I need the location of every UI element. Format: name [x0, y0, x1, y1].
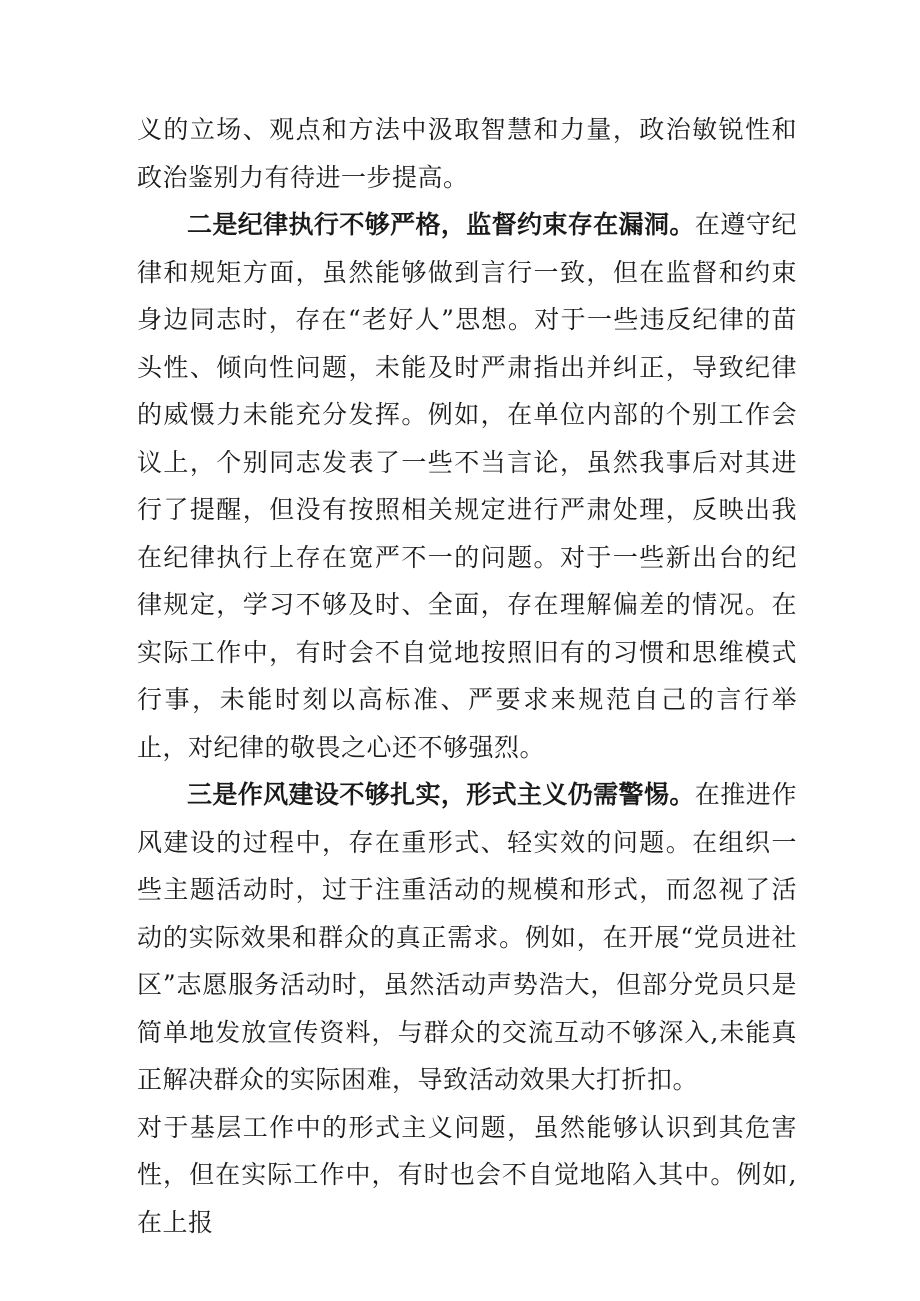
- paragraph-heading: 二是纪律执行不够严格，监督约束存在漏洞。: [187, 210, 695, 239]
- paragraph-work-style: [137, 771, 797, 1104]
- paragraph-text: 义的立场、观点和方法中汲取智慧和力量，政治敏锐性和政治鉴别力有待进一步提高。: [137, 115, 797, 192]
- paragraph-continuation: [137, 106, 797, 201]
- paragraph-text: 对于基层工作中的形式主义问题，虽然能够认识到其危害性，但在实际工作中，有时也会不自觉地陷入其中。例如,在上报: [137, 1112, 797, 1237]
- paragraph-formalism: [137, 1104, 797, 1247]
- paragraph-discipline: [137, 201, 797, 771]
- paragraph-text: 在遵守纪律和规矩方面，虽然能够做到言行一致，但在监督和约束身边同志时，存在“老好人”思想。对于一些违反纪律的苗头性、倾向性问题，未能及时严肃指出并纠正，导致纪律的威慑力未能充分发挥。例如，在单位内部的个别工作会议上，个别同志发表了一些不当言论，虽然我事后对其进行了提醒，但没有按照相关规定进行严肃处理，反映出我在纪律执行上存在宽严不一的问题。对于一些新出台的纪律规定，学习不够及时、全面，存在理解偏差的情况。在实际工作中，有时会不自觉地按照旧有的习惯和思维模式行事，未能时刻以高标准、严要求来规范自己的言行举止，对纪律的敬畏之心还不够强烈。: [137, 210, 797, 762]
- paragraph-heading: 三是作风建设不够扎实，形式主义仍需警惕。: [187, 780, 695, 809]
- paragraph-text: 在推进作风建设的过程中，存在重形式、轻实效的问题。在组织一些主题活动时，过于注重活动的规模和形式，而忽视了活动的实际效果和群众的真正需求。例如，在开展“党员进社区”志愿服务活动时，虽然活动声势浩大，但部分党员只是简单地发放宣传资料，与群众的交流互动不够深入,未能真正解决群众的实际困难，导致活动效果大打折扣。: [137, 780, 797, 1094]
- document-body: [137, 106, 797, 1246]
